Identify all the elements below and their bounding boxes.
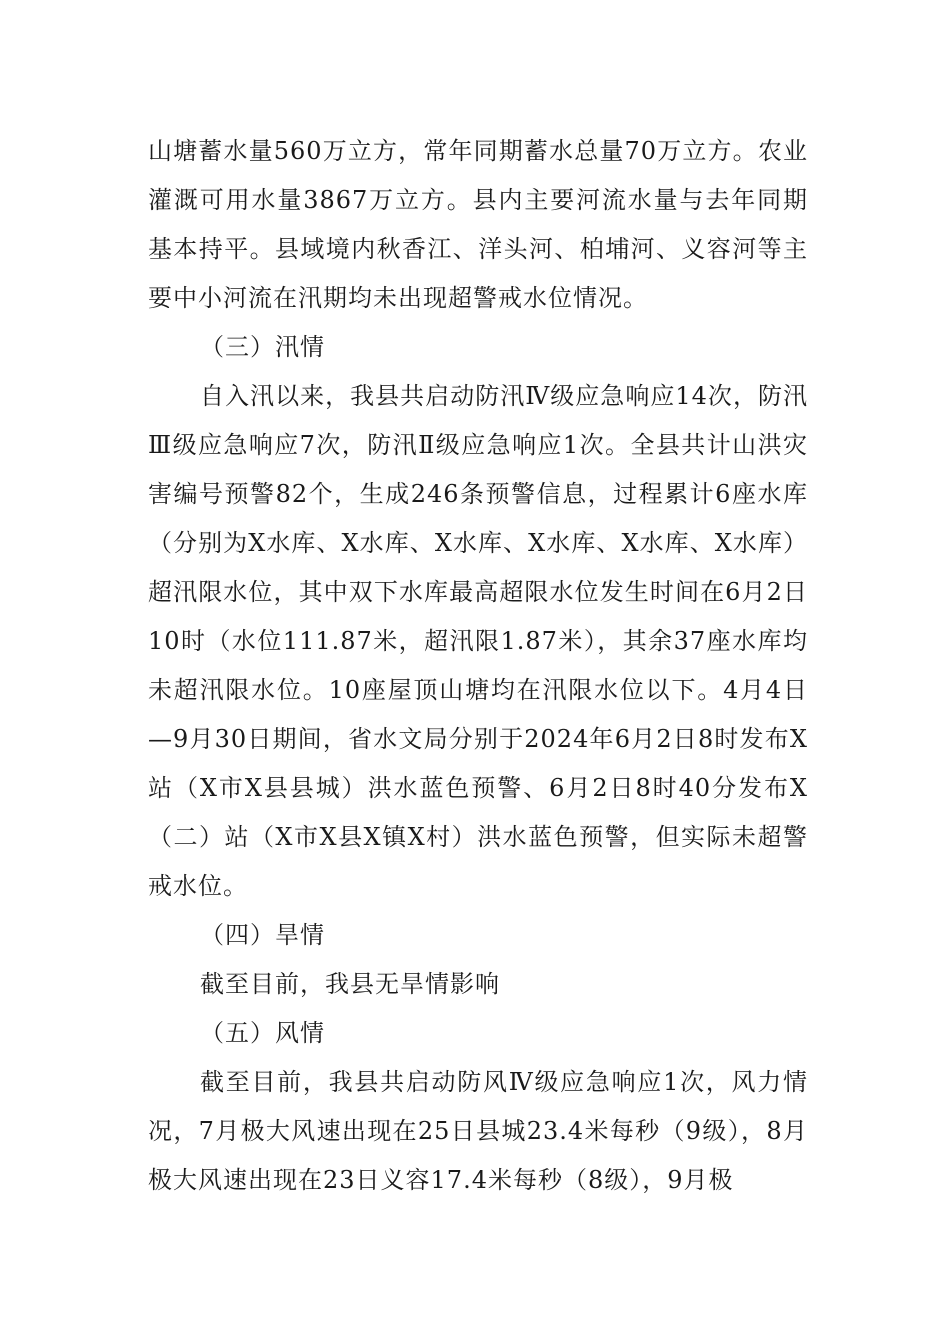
- paragraph-flood-situation: 自入汛以来，我县共启动防汛Ⅳ级应急响应14次，防汛Ⅲ级应急响应7次，防汛Ⅱ级应急响应1次。全县共计山洪灾害编号预警82个，生成246条预警信息，过程累计6座水库（分别为X水库、X水库、X水库、X水库、X水库、X水库）超汛限水位，其中双下水库最高超限水位发生时间在6月2日10时（水位111.87米，超汛限1.87米），其余37座水库均未超汛限水位。10座屋顶山塘均在汛限水位以下。4月4日—9月30日期间，省水文局分别于2024年6月2日8时发布X站（X市X县县城）洪水蓝色预警、6月2日8时40分发布X（二）站（X市X县X镇X村）洪水蓝色预警，但实际未超警戒水位。: [148, 382, 808, 900]
- section-heading-drought: （四）旱情: [200, 921, 325, 949]
- section-heading-flood: （三）汛情: [200, 333, 325, 361]
- paragraph-water-storage: 山塘蓄水量560万立方，常年同期蓄水总量70万立方。农业灌溉可用水量3867万立方。县内主要河流水量与去年同期基本持平。县域境内秋香江、洋头河、柏埔河、义容河等主要中小河流在汛期均未出现超警戒水位情况。: [148, 137, 808, 312]
- paragraph-drought-situation: 截至目前，我县无旱情影响: [200, 970, 500, 998]
- document-body: [148, 127, 808, 1205]
- section-heading-wind: （五）风情: [200, 1019, 325, 1047]
- paragraph-wind-situation: 截至目前，我县共启动防风Ⅳ级应急响应1次，风力情况，7月极大风速出现在25日县城23.4米每秒（9级），8月极大风速出现在23日义容17.4米每秒（8级），9月极: [148, 1068, 808, 1194]
